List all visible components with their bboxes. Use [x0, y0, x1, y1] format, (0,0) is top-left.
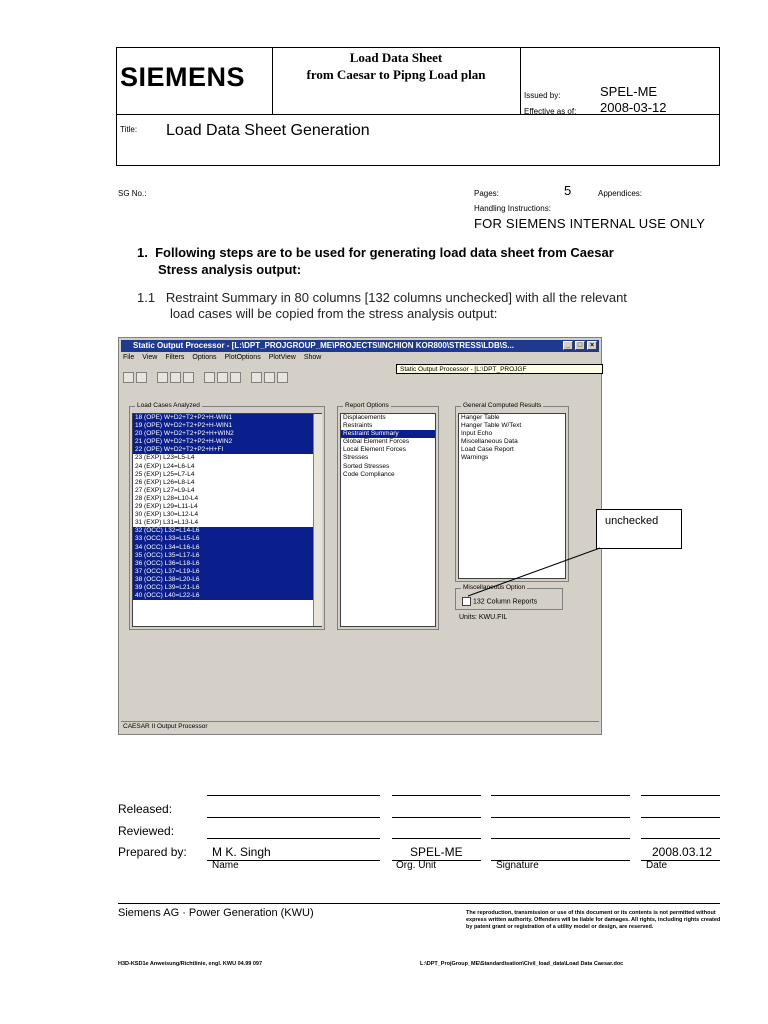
step-1: [137, 244, 614, 278]
minimize-icon[interactable]: _: [563, 341, 573, 350]
prepared-label: Prepared by:: [118, 845, 187, 859]
load-case-item[interactable]: 34 (OCC) L34=L16-L6: [133, 544, 321, 552]
report-option-item[interactable]: Code Compliance: [343, 470, 395, 478]
report-option-item[interactable]: Global Element Forces: [343, 438, 410, 446]
load-case-item[interactable]: 26 (EXP) L26=L8-L4: [135, 478, 195, 486]
menu-item[interactable]: Show: [303, 354, 322, 361]
step-text: Following steps are to be used for generating load data sheet from Caesar: [155, 245, 614, 260]
report-options-list[interactable]: [340, 413, 436, 627]
col-org: Org. Unit: [396, 860, 437, 871]
load-case-item[interactable]: 33 (OCC) L33=L15-L6: [133, 535, 321, 543]
report-options-group: [337, 402, 439, 630]
sg-no-label: SG No.:: [118, 189, 147, 198]
report-option-item[interactable]: Restraint Summary: [341, 430, 435, 438]
col-date: Date: [646, 860, 668, 871]
header-divider: [520, 48, 521, 114]
load-case-item[interactable]: 29 (EXP) L29=L11-L4: [135, 503, 198, 511]
callout-line: [468, 548, 600, 596]
load-case-item[interactable]: 22 (OPE) W+D2+T2+P2+H+FI: [133, 446, 321, 454]
group-label: Load Cases Analyzed: [137, 402, 200, 409]
callout-arrow: [460, 540, 610, 602]
plot-icon[interactable]: [204, 372, 215, 383]
load-case-item[interactable]: 19 (OPE) W+D2+T2+P2+H-WIN1: [133, 422, 321, 430]
group-label: Miscellaneous Option: [463, 584, 526, 591]
load-case-item[interactable]: 31 (EXP) L31=L13-L4: [135, 519, 199, 527]
report-icon[interactable]: [183, 372, 194, 383]
load-cases-list[interactable]: [132, 413, 322, 627]
maximize-icon[interactable]: □: [575, 341, 585, 350]
rotate-icon[interactable]: [230, 372, 241, 383]
col-name: Name: [212, 860, 239, 871]
step-number: 1.1: [137, 290, 156, 305]
window-title: Static Output Processor - [L:\DPT_PROJGROUP_ME\PROJECTS\INCHION KOR800\STRESS\LDB\S...: [133, 341, 514, 350]
load-case-item[interactable]: 30 (EXP) L30=L12-L4: [135, 511, 199, 519]
siemens-logo: SIEMENS: [120, 62, 246, 92]
load-case-item[interactable]: 18 (OPE) W+D2+T2+P2+H-WIN1: [133, 414, 321, 422]
load-case-item[interactable]: 23 (EXP) L23=L5-L4: [135, 454, 195, 462]
file-path: L:\DPT_ProjGroup_ME\Standardisation\Civil_load_data\Load Data Caesar.doc: [420, 961, 624, 967]
handling-label: Handling Instructions:: [474, 204, 551, 213]
report-option-item[interactable]: Local Element Forces: [343, 446, 406, 454]
heading-line: Load Data Sheet: [349, 50, 443, 65]
load-case-item[interactable]: 38 (OCC) L38=L20-L6: [133, 576, 321, 584]
released-label: Released:: [118, 802, 173, 816]
effective-label: Effective as of:: [524, 107, 577, 116]
group-label: General Computed Results: [463, 402, 542, 409]
title-label: Title:: [120, 125, 138, 134]
menu-item[interactable]: File: [123, 354, 135, 361]
menu-item[interactable]: Options: [192, 354, 217, 361]
step-1-1: [137, 290, 627, 322]
view-icon[interactable]: [157, 372, 168, 383]
tooltip: Static Output Processor - [L:\DPT_PROJGF: [396, 364, 603, 374]
prepared-date: 2008.03.12: [652, 845, 713, 859]
general-result-item[interactable]: Input Echo: [461, 430, 493, 438]
pages-value: 5: [564, 183, 572, 198]
general-result-item[interactable]: Hanger Table W/Text: [461, 422, 522, 430]
menu-item[interactable]: View: [142, 354, 158, 361]
report-option-item[interactable]: Stresses: [343, 454, 369, 462]
load-case-item[interactable]: 35 (OCC) L35=L17-L6: [133, 552, 321, 560]
load-cases-group: [129, 402, 325, 630]
load-cases-scrollbar[interactable]: [313, 414, 322, 626]
step-text: Stress analysis output:: [158, 262, 302, 277]
load-case-item[interactable]: 28 (EXP) L28=L10-L4: [135, 494, 199, 502]
unchecked-callout: unchecked: [596, 509, 682, 549]
handling-value: FOR SIEMENS INTERNAL USE ONLY: [474, 216, 706, 231]
report-option-item[interactable]: Displacements: [343, 414, 386, 421]
general-result-item[interactable]: Miscellaneous Data: [461, 438, 518, 446]
toolbar: [123, 372, 290, 388]
load-case-item[interactable]: 21 (OPE) W+D2+T2+P2+H-WIN2: [133, 438, 321, 446]
group-label: Report Options: [345, 402, 389, 409]
menu-item[interactable]: PlotView: [268, 354, 296, 361]
menu-item[interactable]: Filters: [165, 354, 185, 361]
legal-disclaimer: The reproduction, transmission or use of this document or its contents is not permitted without express written authority. Offenders will be liable for damages. All rights, including rights created by patent grant or registration of a utility model or design, are reserved.: [466, 910, 721, 930]
step-text: load cases will be copied from the stress analysis output:: [170, 306, 498, 321]
appendices-label: Appendices:: [598, 189, 643, 198]
menu-item[interactable]: PlotOptions: [224, 354, 261, 361]
step-text: Restraint Summary in 80 columns [132 columns unchecked] with all the relevant: [165, 290, 627, 305]
load-case-item[interactable]: 25 (EXP) L25=L7-L4: [135, 470, 195, 478]
heading-line: from Caesar to Pipng Load plan: [306, 67, 486, 82]
load-case-item[interactable]: 20 (OPE) W+D2+T2+P2+H+WIN2: [133, 430, 321, 438]
general-result-item[interactable]: Hanger Table: [461, 414, 500, 421]
load-case-item[interactable]: 37 (OCC) L37=L19-L6: [133, 568, 321, 576]
print-icon[interactable]: [251, 372, 262, 383]
open-icon[interactable]: [123, 372, 134, 383]
report-option-item[interactable]: Sorted Stresses: [343, 462, 390, 470]
zoom-icon[interactable]: [217, 372, 228, 383]
units-label: Units: KWU.FIL: [459, 614, 508, 621]
save-icon[interactable]: [136, 372, 147, 383]
document-heading: [272, 49, 520, 83]
load-case-item[interactable]: 24 (EXP) L24=L6-L4: [135, 462, 195, 470]
load-case-item[interactable]: 36 (OCC) L36=L18-L6: [133, 560, 321, 568]
screen-icon[interactable]: [277, 372, 288, 383]
step-number: 1.: [137, 245, 148, 260]
window-titlebar[interactable]: [121, 340, 599, 352]
menu-bar: [123, 354, 329, 364]
load-case-item[interactable]: 27 (EXP) L27=L9-L4: [135, 486, 195, 494]
load-case-item[interactable]: 40 (OCC) L40=L22-L6: [133, 592, 321, 600]
form-code: H3D-KSD1e Anweisung/Richtlinie, engl. KWU 04.99 097: [118, 961, 263, 967]
effective-value: 2008-03-12: [600, 100, 667, 115]
document-title: Load Data Sheet Generation: [166, 122, 370, 139]
export-icon[interactable]: [264, 372, 275, 383]
status-bar: CAESAR II Output Processor: [121, 721, 599, 732]
company-name: Siemens AG · Power Generation (KWU): [118, 907, 314, 919]
prepared-org: SPEL-ME: [410, 845, 463, 859]
close-icon[interactable]: ×: [587, 341, 597, 350]
checkbox-label: 132 Column Reports: [472, 598, 538, 606]
general-result-item[interactable]: Load Case Report: [461, 446, 514, 454]
reviewed-label: Reviewed:: [118, 824, 175, 838]
copy-icon[interactable]: [170, 372, 181, 383]
general-result-item[interactable]: Warnings: [461, 454, 489, 462]
prepared-name: M K. Singh: [212, 845, 271, 859]
pages-label: Pages:: [474, 189, 499, 198]
load-case-item[interactable]: 39 (OCC) L39=L21-L6: [133, 584, 321, 592]
issued-by-value: SPEL-ME: [600, 84, 658, 99]
col-signature: Signature: [496, 860, 539, 871]
issued-by-label: Issued by:: [524, 91, 561, 100]
load-case-item[interactable]: 32 (OCC) L32=L14-L6: [133, 527, 321, 535]
report-option-item[interactable]: Restraints: [343, 422, 373, 430]
static-output-processor-window: [118, 337, 602, 735]
